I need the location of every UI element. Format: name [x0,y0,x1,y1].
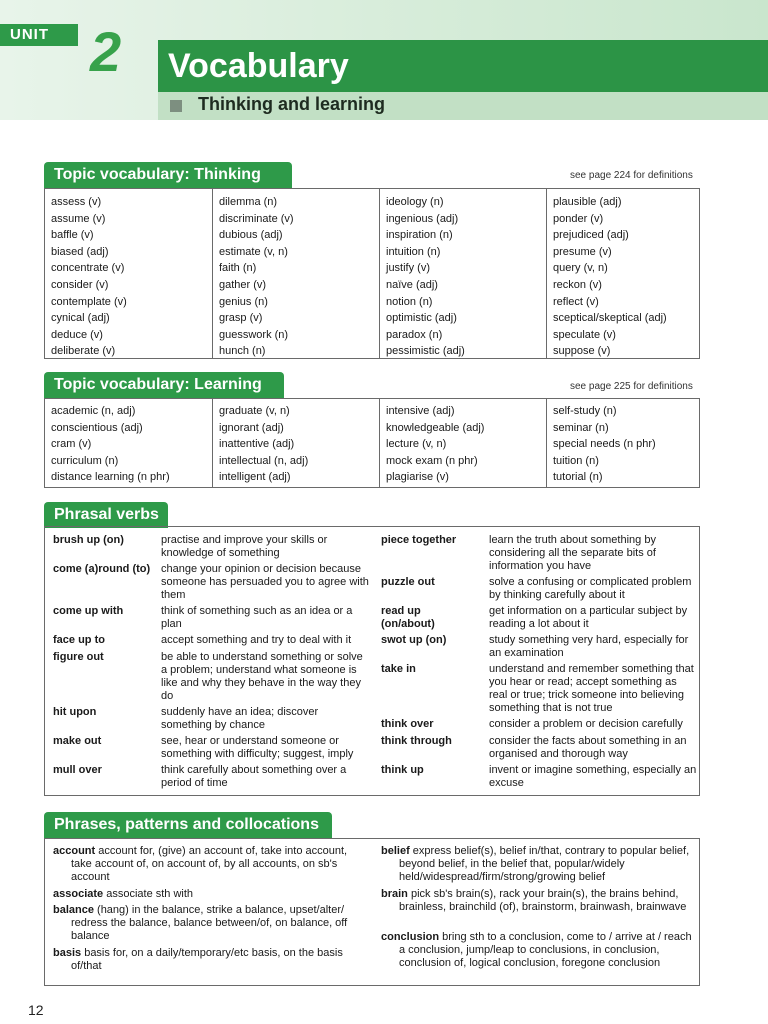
collocation-entry [53,904,365,942]
vocab-word: baffle (v) [51,229,94,242]
unit-number: 2 [90,20,122,83]
phrasal-verb-definition: be able to understand something or solve a problem; understand what someone is like and why they behave in the way they do [161,651,363,702]
collocation-body: pick sb's brain(s), rack your brain(s), the brains behind, brainless, brainchild (of), brainstorm, brainwash, brainwave [399,888,687,913]
phrasal-verb-definition: learn the truth about something by considering all the separate bits of information you have [489,534,656,572]
vocab-word: ponder (v) [553,212,604,225]
phrasal-verb-definition: study something very hard, especially for an examination [489,634,689,659]
collocation-body: bring sth to a conclusion, come to / arrive at / reach a conclusion, jump/leap to conclusions, in conclusion, conclusion of, logical conclusion, foregone conclusion [399,931,692,969]
vocab-word: graduate (v, n) [219,405,290,417]
vocab-word: sceptical/skeptical (adj) [553,312,667,325]
vocab-word: plausible (adj) [553,196,622,208]
phrasal-verb-term: think over [381,718,434,730]
thinking-column-3 [379,189,546,358]
collocation-body: account for, (give) an account of, take into account, take account of, on account of, by all accounts, on sb's account [71,845,348,883]
phrasal-verb-term: piece together [381,534,457,546]
vocab-word: assume (v) [51,212,106,225]
vocab-word: ideology (n) [386,196,444,208]
collocation-headword: balance [53,904,94,916]
phrasal-verb-definition: get information on a particular subject by reading a lot about it [489,605,688,630]
thinking-column-2 [212,189,379,358]
phrasal-verb-term: think up [381,764,424,776]
phrasal-verb-definition: think carefully about something over a period of time [161,764,347,789]
collocation-headword: belief [381,845,410,857]
vocab-word: intellectual (n, adj) [219,454,309,467]
vocab-word: gather (v) [219,278,267,291]
learning-column-4 [546,399,700,487]
vocab-word: inattentive (adj) [219,438,295,451]
vocab-word: grasp (v) [219,312,263,325]
phrasal-verb-term: hit upon [53,706,97,718]
subtitle-bar [158,92,768,120]
vocab-word: cram (v) [51,438,92,451]
vocab-word: optimistic (adj) [386,312,457,325]
vocab-word: genius (n) [219,295,268,308]
vocab-word: seminar (n) [553,421,609,434]
phrasal-verb-definition: understand and remember something that you hear or read; accept something as real or true; trick someone into believing something that is not true [489,663,694,714]
learning-column-3 [379,399,546,487]
phrasal-verb-term: mull over [53,764,102,776]
vocab-word: query (v, n) [553,262,608,275]
vocab-word: ignorant (adj) [219,421,284,434]
vocab-word: intuition (n) [386,245,441,258]
square-bullet-icon [170,100,182,112]
thinking-see-page: see page 224 for definitions [570,170,693,181]
vocab-word: inspiration (n) [386,229,453,242]
vocab-word: estimate (v, n) [219,245,288,258]
vocab-word: tuition (n) [553,454,599,467]
vocab-word: hunch (n) [219,345,266,358]
phrasal-verb-term: read up (on/about) [381,605,435,630]
vocab-word: plagiarise (v) [386,471,449,484]
thinking-section-title: Topic vocabulary: Thinking [44,162,292,188]
phrasal-verb-term: puzzle out [381,576,435,588]
phrasal-verb-term: come up with [53,605,124,617]
thinking-word-table [44,188,700,359]
vocab-word: intelligent (adj) [219,471,291,484]
vocab-word: distance learning (n phr) [51,471,170,484]
phrasal-verb-definition: think of something such as an idea or a plan [161,605,353,630]
collocation-headword: conclusion [381,931,440,943]
phrasal-verb-term: face up to [53,634,105,646]
vocab-word: guesswork (n) [219,328,289,341]
vocab-word: concentrate (v) [51,262,125,275]
collocation-entry [381,888,693,914]
phrasal-section-title: Phrasal verbs [44,502,168,528]
collocation-entry [53,947,365,973]
vocab-word: contemplate (v) [51,295,127,308]
vocab-word: suppose (v) [553,345,611,358]
vocab-word: deduce (v) [51,328,103,341]
phrasal-verb-definition: practise and improve your skills or knowledge of something [161,534,328,559]
vocab-word: speculate (v) [553,328,616,341]
phrasal-verb-term: take in [381,663,416,675]
vocab-word: notion (n) [386,295,433,308]
collocation-headword: associate [53,888,104,900]
phrasal-verb-term: come (a)round (to) [53,563,151,575]
collocation-headword: account [53,845,96,857]
vocab-word: assess (v) [51,196,102,208]
phrases-section-title: Phrases, patterns and collocations [44,812,332,838]
vocab-word: justify (v) [386,262,430,275]
phrasal-verb-term: brush up (on) [53,534,124,546]
collocation-body: associate sth with [103,888,194,900]
vocab-word: deliberate (v) [51,345,116,358]
collocation-entry [381,845,693,883]
vocab-word: special needs (n phr) [553,438,656,451]
vocab-word: knowledgeable (adj) [386,421,485,434]
vocab-word: faith (n) [219,262,257,275]
learning-section-title: Topic vocabulary: Learning [44,372,284,398]
phrasal-verb-definition: see, hear or understand someone or something with difficulty; suggest, imply [161,735,354,760]
phrasal-verb-definition: consider the facts about something in an organised and thorough way [489,735,687,760]
phrasal-verb-definition: solve a confusing or complicated problem by thinking carefully about it [489,576,692,601]
collocation-entry [381,931,693,969]
vocab-word: mock exam (n phr) [386,454,478,467]
vocab-word: academic (n, adj) [51,405,136,417]
phrasal-verb-definition: suddenly have an idea; discover something by chance [161,706,319,731]
vocab-word: dubious (adj) [219,229,283,242]
learning-column-2 [212,399,379,487]
phrasal-verb-definition: invent or imagine something, especially an excuse [489,764,697,789]
vocab-word: cynical (adj) [51,312,110,325]
phrasal-verb-definition: change your opinion or decision because someone has persuaded you to agree with them [161,563,369,601]
phrasal-verb-definition: accept something and try to deal with it [161,634,352,646]
vocab-word: tutorial (n) [553,471,603,484]
page-number: 12 [28,1002,44,1018]
phrasal-verb-term: think through [381,735,452,747]
learning-see-page: see page 225 for definitions [570,381,693,392]
collocation-body: express belief(s), belief in/that, contrary to popular belief, beyond belief, in the belief that, popular/widely held/widespread/firm/strong/growing belief [399,845,690,883]
learning-column-1 [45,399,212,487]
vocab-word: self-study (n) [553,405,617,417]
unit-label: UNIT [0,24,78,46]
collocation-headword: basis [53,947,82,959]
phrasal-verb-term: swot up (on) [381,634,447,646]
vocab-word: dilemma (n) [219,196,278,208]
vocab-word: prejudiced (adj) [553,229,629,242]
vocab-word: curriculum (n) [51,454,119,467]
page-subtitle: Thinking and learning [198,94,386,114]
collocation-headword: brain [381,888,408,900]
phrasal-verb-definition: consider a problem or decision carefully [489,718,683,730]
learning-word-table [44,398,700,488]
page-title: Vocabulary [158,40,768,92]
vocab-word: ingenious (adj) [386,212,459,225]
thinking-column-4 [546,189,700,358]
vocab-word: paradox (n) [386,328,443,341]
collocation-body: (hang) in the balance, strike a balance, upset/alter/ redress the balance, balance between/of, on balance, off balance [71,904,348,942]
vocab-word: naïve (adj) [386,278,438,291]
vocab-word: discriminate (v) [219,212,294,225]
vocab-word: reflect (v) [553,295,599,308]
vocab-word: conscientious (adj) [51,421,143,434]
collocation-body: basis for, on a daily/temporary/etc basis, on the basis of/that [71,947,343,972]
collocation-entry [53,888,365,901]
phrasal-verb-term: figure out [53,651,104,663]
vocab-word: biased (adj) [51,245,109,258]
vocab-word: pessimistic (adj) [386,345,465,358]
phrasal-verb-term: make out [53,735,102,747]
vocab-word: intensive (adj) [386,405,455,417]
vocab-word: presume (v) [553,245,612,258]
thinking-column-1 [45,189,212,358]
vocab-word: consider (v) [51,278,109,291]
vocab-word: lecture (v, n) [386,438,447,451]
vocab-word: reckon (v) [553,278,602,291]
collocation-entry [53,845,365,883]
